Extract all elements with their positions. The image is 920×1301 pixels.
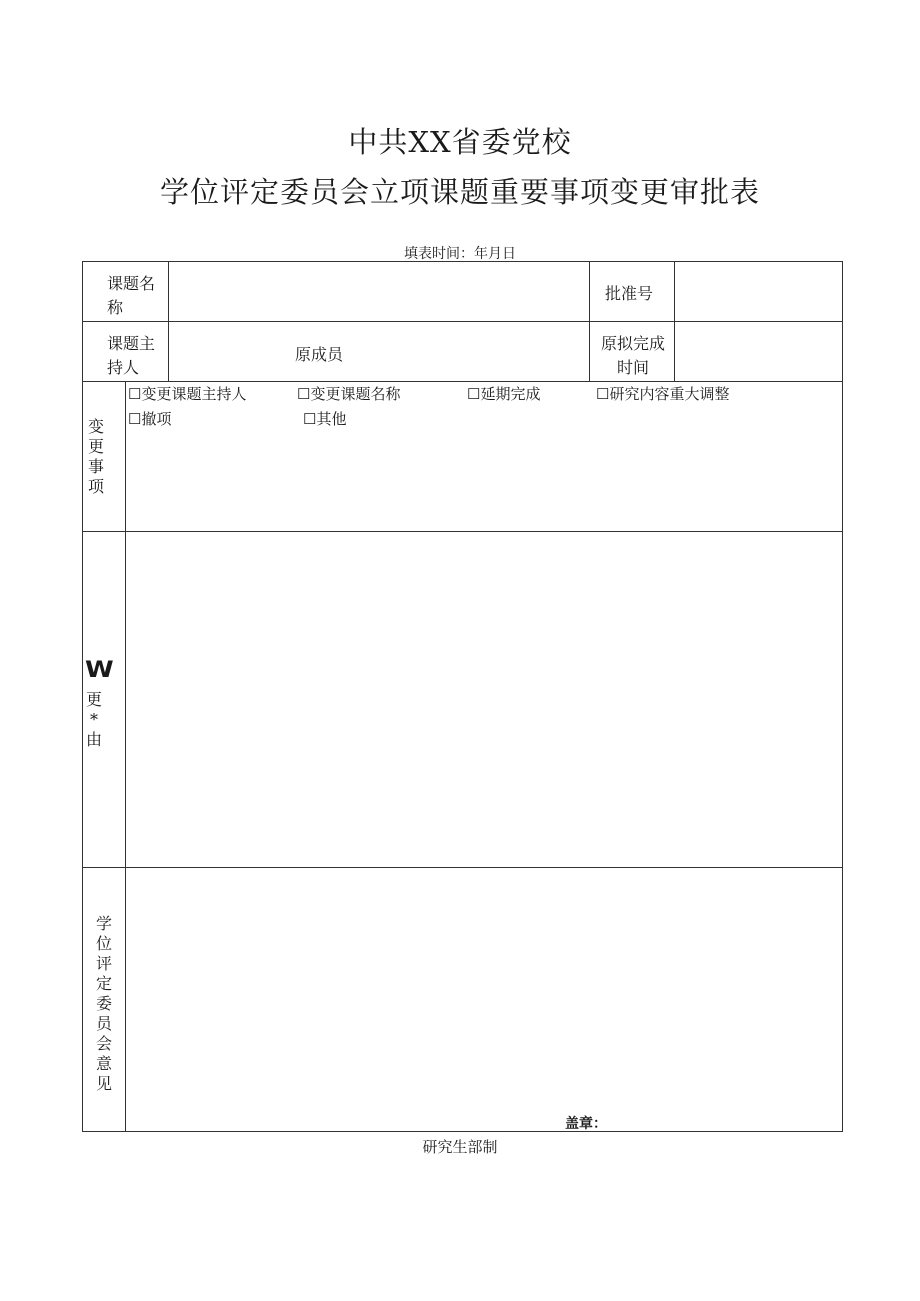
checkbox-icon[interactable]: ☐	[128, 385, 142, 403]
option-other[interactable]	[303, 408, 346, 429]
planned-completion-label: 原拟完成时间	[600, 334, 665, 377]
checkbox-icon[interactable]: ☐	[596, 385, 610, 403]
approval-no-label: 批准号	[605, 284, 654, 303]
option-change-name[interactable]	[297, 383, 400, 404]
committee-opinion-field[interactable]	[126, 868, 842, 1131]
option-label: 延期完成	[480, 385, 541, 403]
checkbox-icon[interactable]: ☐	[128, 410, 142, 428]
committee-opinion-label: 学位评定委员会意见	[95, 914, 112, 1093]
checkbox-icon[interactable]: ☐	[297, 385, 311, 403]
reason-label: 更*由	[85, 690, 102, 749]
original-members-label: 原成员	[295, 345, 344, 364]
made-by: 研究生部制	[422, 1138, 498, 1156]
planned-completion-field[interactable]	[675, 322, 842, 381]
title-line-1: 中共XX省委党校	[348, 125, 572, 159]
change-items-label: 变更事项	[87, 417, 104, 496]
option-major-adjustment[interactable]	[596, 383, 729, 404]
option-label: 撤项	[141, 410, 172, 428]
option-withdraw[interactable]	[128, 408, 171, 429]
host-label: 课题主持人	[107, 334, 156, 377]
seal-label: 盖章：	[565, 1116, 607, 1132]
col-divider	[589, 262, 590, 381]
option-extension[interactable]	[467, 383, 540, 404]
project-name-label: 课题名称	[107, 274, 156, 317]
project-name-field[interactable]	[169, 262, 589, 321]
checkbox-icon[interactable]: ☐	[303, 410, 317, 428]
checkbox-icon[interactable]: ☐	[467, 385, 481, 403]
option-label: 研究内容重大调整	[609, 385, 730, 403]
reason-field[interactable]	[126, 532, 842, 867]
row-divider	[83, 381, 842, 382]
approval-no-field[interactable]	[675, 262, 842, 321]
approval-form-table	[82, 261, 843, 1132]
fill-date: 填表时间：年月日	[404, 246, 516, 262]
option-label: 变更课题主持人	[141, 385, 247, 403]
option-label: 变更课题名称	[310, 385, 401, 403]
reason-mark: W	[85, 657, 114, 683]
option-change-host[interactable]	[128, 383, 246, 404]
option-label: 其他	[316, 410, 347, 428]
title-line-2: 学位评定委员会立项课题重要事项变更审批表	[159, 175, 760, 209]
host-field[interactable]	[169, 322, 589, 381]
